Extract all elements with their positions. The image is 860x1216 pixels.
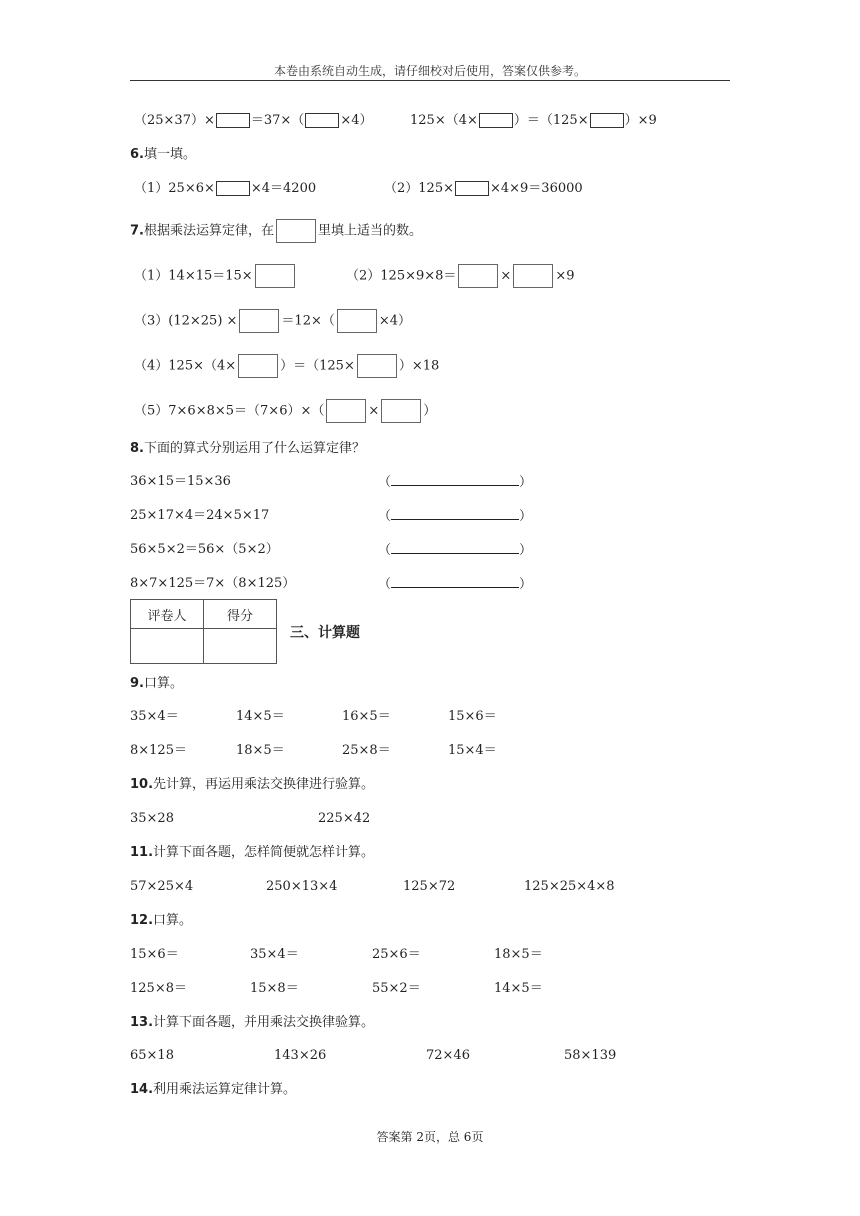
q7-title [130,219,422,243]
q5-line [134,112,372,130]
q8-row [130,507,269,525]
q12-item: 18×5＝ [494,947,543,962]
q9-item: 25×8＝ [342,743,391,758]
q9-item: 16×5＝ [342,709,391,724]
section-title: 三、计算题 [290,625,360,641]
q12-title-text: 口算。 [153,913,193,928]
q7-p3b: ＝12×（ [281,313,335,329]
q9-title [130,675,183,693]
q7-part3 [134,309,411,333]
grader-table [130,599,277,664]
q5-b3: ）×9 [624,113,657,128]
paren-close: ） [519,509,533,524]
q7-p2b: × [500,268,512,284]
answer-blank[interactable] [391,507,519,520]
q6-p2b: ×4×9＝36000 [489,181,583,196]
paren-open: （ [378,577,392,592]
q8-answer[interactable] [378,507,532,526]
q10-title-text: 先计算，再运用乘法交换律进行验算。 [153,777,375,792]
q8-title-text: 下面的算式分别运用了什么运算定律？ [143,441,365,456]
q8-expr: 36×15＝15×36 [130,474,231,489]
q12-item: 15×6＝ [130,947,179,962]
q13-item: 72×46 [426,1048,470,1063]
q11-item: 125×25×4×8 [524,879,615,894]
q12-num: 12. [130,913,154,928]
q6-p1b: ×4＝4200 [250,181,317,196]
q8-row [130,541,279,559]
answer-blank[interactable] [391,575,519,588]
paren-close: ） [519,475,533,490]
answer-box[interactable] [513,264,553,288]
q9-item: 18×5＝ [236,743,285,758]
q11-item: 125×72 [403,879,456,894]
q7-p5a: （5）7×6×8×5＝（7×6）×（ [134,403,325,419]
paren-open: （ [378,543,392,558]
q7-p3a: （3）(12×25) × [134,313,238,329]
q12-item: 125×8＝ [130,981,187,996]
q14-num: 14. [130,1082,154,1097]
q7-part5 [134,399,436,423]
grader-header: 评卷人 [131,600,204,629]
q6-title [130,146,196,164]
q8-answer[interactable] [378,575,532,594]
q10-item: 35×28 [130,811,174,826]
q13-title-text: 计算下面各题，并用乘法交换律验算。 [153,1015,375,1030]
q8-title [130,440,365,458]
q11-item: 250×13×4 [266,879,338,894]
q11-title-text: 计算下面各题，怎样简便就怎样计算。 [153,845,375,860]
q14-title [130,1081,296,1099]
q7-title-b: 里填上适当的数。 [318,223,423,239]
q7-title-a: 根据乘法运算定律，在 [143,223,274,239]
q12-item: 25×6＝ [372,947,421,962]
q6-part2 [384,180,583,198]
paren-close: ） [519,577,533,592]
q11-item: 57×25×4 [130,879,194,894]
page-header: 本卷由系统自动生成，请仔细校对后使用，答案仅供参考。 [273,64,586,78]
paren-open: （ [378,509,392,524]
answer-blank[interactable] [391,473,519,486]
q6-p2a: （2）125× [384,181,454,196]
q12-title [130,912,192,930]
answer-box[interactable] [216,113,250,128]
q5-b1: 125×（4× [410,113,478,128]
q13-title [130,1014,374,1032]
q6-part1 [134,180,316,198]
q7-part4 [134,354,439,378]
answer-box[interactable] [238,354,278,378]
paren-open: （ [378,475,392,490]
answer-box[interactable] [458,264,498,288]
answer-blank[interactable] [391,541,519,554]
q11-num: 11. [130,845,154,860]
q6-num: 6. [130,147,144,162]
q6-title-text: 填一填。 [143,147,196,162]
q9-item: 14×5＝ [236,709,285,724]
answer-box[interactable] [455,181,489,196]
q13-item: 143×26 [274,1048,327,1063]
q9-item: 15×4＝ [448,743,497,758]
answer-box[interactable] [479,113,513,128]
q5-a3: ×4） [340,113,373,128]
answer-box[interactable] [590,113,624,128]
q7-p2c: ×9 [555,268,575,284]
q5-b2: ）＝（125× [513,113,589,128]
q8-answer[interactable] [378,541,532,560]
q12-item: 55×2＝ [372,981,421,996]
q7-p5b: × [368,403,380,419]
header-rule [130,80,730,81]
q10-title [130,776,374,794]
grader-cell[interactable] [131,629,204,664]
answer-box[interactable] [239,309,279,333]
q10-num: 10. [130,777,154,792]
page-footer: 答案第 2页，总 6页 [376,1130,484,1144]
answer-box[interactable] [326,399,366,423]
q9-title-text: 口算。 [143,676,183,691]
q8-num: 8. [130,441,144,456]
q9-num: 9. [130,676,144,691]
q6-p1a: （1）25×6× [134,181,215,196]
q7-p4c: ）×18 [398,358,440,374]
q7-p2a: （2）125×9×8＝ [346,268,457,284]
score-header: 得分 [204,600,277,629]
q7-num: 7. [130,223,144,239]
q8-row [130,473,231,491]
q9-item: 8×125＝ [130,743,187,758]
answer-box[interactable] [337,309,377,333]
q7-part2 [346,264,575,288]
q7-part1 [134,264,297,288]
q9-item: 15×6＝ [448,709,497,724]
q14-title-text: 利用乘法运算定律计算。 [153,1082,297,1097]
answer-box[interactable] [305,113,339,128]
q8-expr: 25×17×4＝24×5×17 [130,508,270,523]
q7-p5c: ） [423,403,437,419]
sample-box [276,219,316,243]
q7-p4b: ）＝（125× [280,358,355,374]
q9-item: 35×4＝ [130,709,179,724]
q5-line-b [410,112,657,130]
q12-item: 14×5＝ [494,981,543,996]
paren-close: ） [519,543,533,558]
q5-a2: ＝37×（ [250,113,305,128]
q5-a1: （25×37）× [134,113,215,128]
q8-expr: 8×7×125＝7×（8×125） [130,576,296,591]
q13-item: 65×18 [130,1048,174,1063]
q13-num: 13. [130,1015,154,1030]
q7-p4a: （4）125×（4× [134,358,237,374]
q12-item: 15×8＝ [250,981,299,996]
q8-row [130,575,295,593]
answer-box[interactable] [255,264,295,288]
answer-box[interactable] [381,399,421,423]
score-cell[interactable] [204,629,277,664]
q11-title [130,844,374,862]
q13-item: 58×139 [564,1048,617,1063]
q10-item: 225×42 [318,811,371,826]
q7-p3c: ×4） [378,313,412,329]
answer-box[interactable] [357,354,397,378]
q8-answer[interactable] [378,473,532,492]
q8-expr: 56×5×2＝56×（5×2） [130,542,279,557]
answer-box[interactable] [216,181,250,196]
q7-p1a: （1）14×15＝15× [134,268,253,284]
q12-item: 35×4＝ [250,947,299,962]
